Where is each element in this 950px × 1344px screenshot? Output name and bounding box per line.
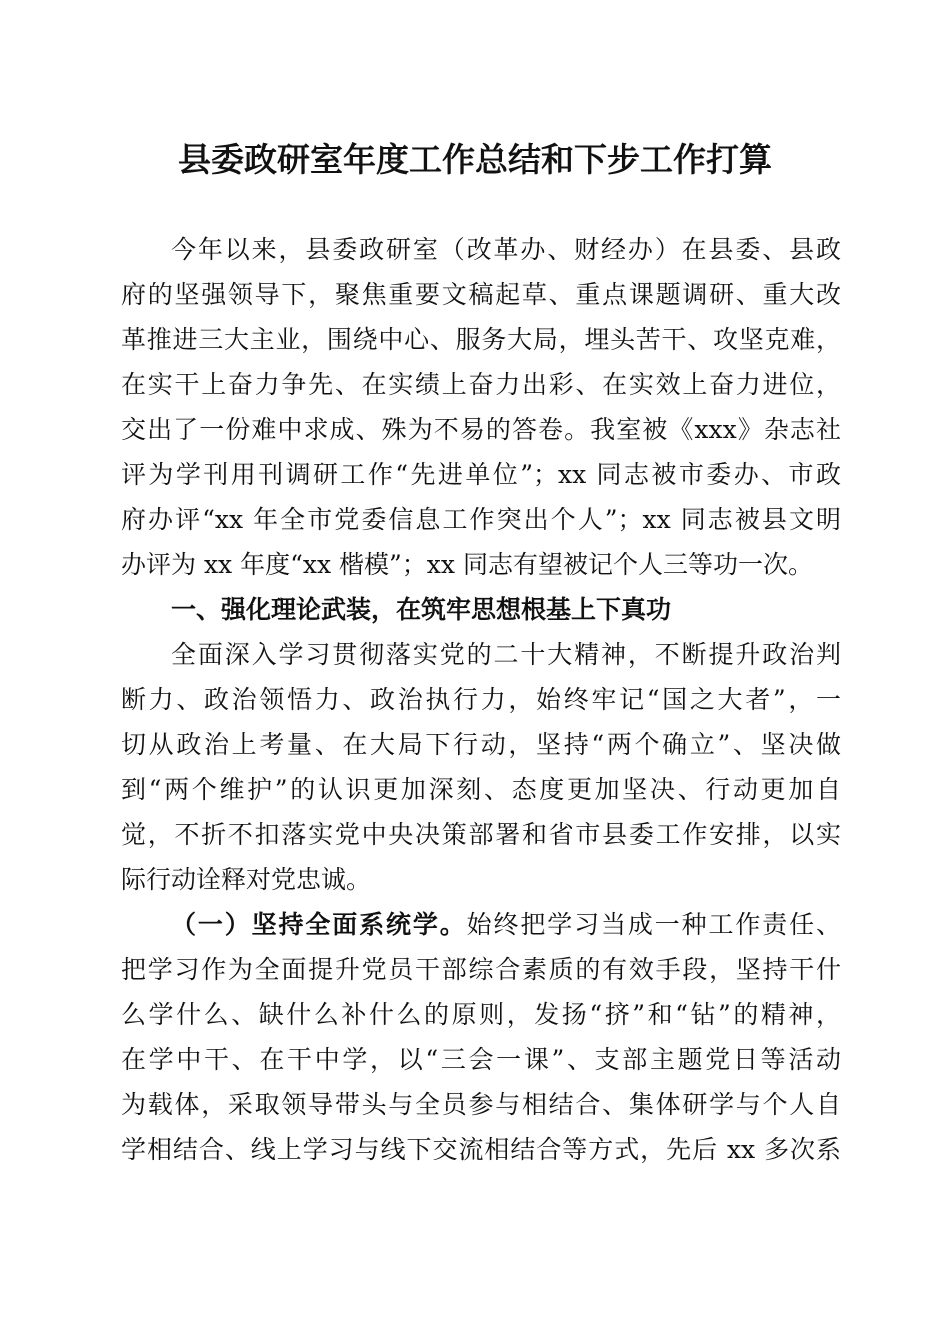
paragraph-line: 学相结合、线上学习与线下交流相结合等方式，先后 xx 多次系	[121, 1135, 841, 1164]
paragraph-line: 全面深入学习贯彻落实党的二十大精神，不断提升政治判	[171, 640, 841, 669]
paragraph-line: 么学什么、缺什么补什么的原则，发扬“挤”和“钻”的精神，	[121, 1000, 841, 1029]
paragraph-line: 府办评“xx 年全市党委信息工作突出个人”；xx 同志被县文明	[121, 505, 841, 534]
paragraph-line: 为载体，采取领导带头与全员参与相结合、集体研学与个人自	[121, 1090, 841, 1119]
paragraph-line: 切从政治上考量、在大局下行动，坚持“两个确立”、坚决做	[121, 730, 841, 759]
paragraph-line: 到“两个维护”的认识更加深刻、态度更加坚决、行动更加自	[121, 775, 841, 804]
paragraph-line: 把学习作为全面提升党员干部综合素质的有效手段，坚持干什	[121, 955, 841, 984]
paragraph-line: 在实干上奋力争先、在实绩上奋力出彩、在实效上奋力进位，	[121, 370, 841, 399]
paragraph-line: 在学中干、在干中学，以“三会一课”、支部主题党日等活动	[121, 1045, 841, 1074]
paragraph-line	[171, 905, 841, 945]
subsection-lead: （一）坚持全面系统学。	[171, 910, 467, 939]
document-title: 县委政研室年度工作总结和下步工作打算	[178, 140, 772, 179]
paragraph-line: 评为学刊用刊调研工作“先进单位”；xx 同志被市委办、市政	[121, 460, 841, 489]
section-heading: 一、强化理论武装，在筑牢思想根基上下真功	[171, 595, 672, 624]
paragraph-line: 今年以来，县委政研室（改革办、财经办）在县委、县政	[171, 235, 841, 264]
paragraph-line: 际行动诠释对党忠诚。	[121, 865, 372, 894]
paragraph-line: 断力、政治领悟力、政治执行力，始终牢记“国之大者”，一	[121, 685, 841, 714]
paragraph-line-rest: 始终把学习当成一种工作责任、	[466, 910, 841, 939]
paragraph-line: 办评为 xx 年度“xx 楷模”；xx 同志有望被记个人三等功一次。	[121, 550, 813, 579]
paragraph-line: 府的坚强领导下，聚焦重要文稿起草、重点课题调研、重大改	[121, 280, 841, 309]
paragraph-line: 觉，不折不扣落实党中央决策部署和省市县委工作安排，以实	[121, 820, 841, 849]
paragraph-line: 革推进三大主业，围绕中心、服务大局，埋头苦干、攻坚克难，	[121, 325, 841, 354]
paragraph-line: 交出了一份难中求成、殊为不易的答卷。我室被《xxx》杂志社	[121, 415, 841, 444]
